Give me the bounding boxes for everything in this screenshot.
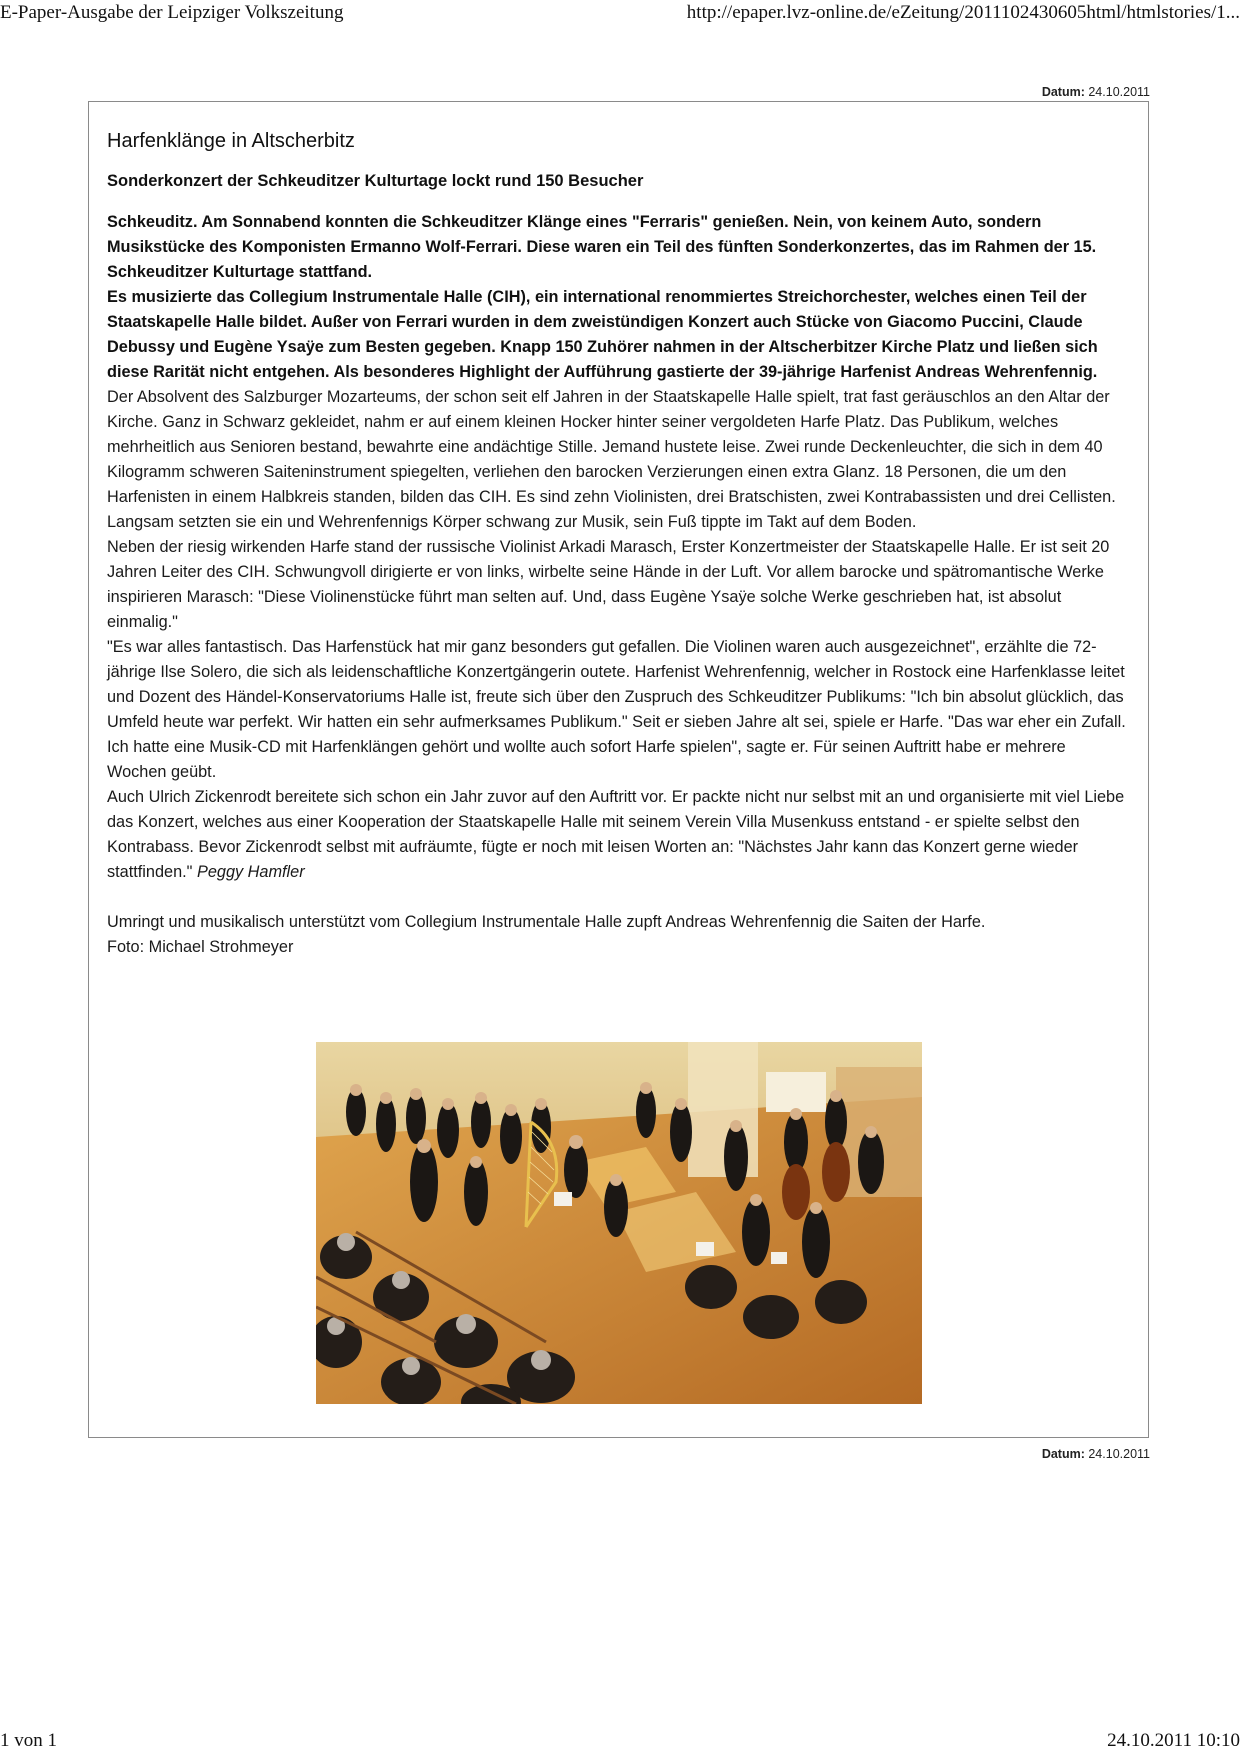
concert-photo-illustration	[316, 1042, 922, 1404]
article-author: Peggy Hamfler	[196, 863, 305, 881]
datum-top	[1042, 85, 1150, 99]
body-paragraph: Neben der riesig wirkenden Harfe stand der russische Violinist Arkadi Marasch, Erster Konzertmeister der Staatskapelle Halle. Er ist seit 20 Jahren Leiter des CIH. Schwungvoll dirigierte er von links, wirbelte seine Hände in der Luft. Vor allem barocke und spätromantische Werke inspirieren Marasch: "Diese Violinenstücke führt man selten auf. Und, dass Eugène Ysaÿe solche Werke geschrieben hat, ist absolut einmalig."	[107, 538, 1110, 631]
body-paragraph-text: Auch Ulrich Zickenrodt bereitete sich schon ein Jahr zuvor auf den Auftritt vor. Er packte nicht nur selbst mit an und organisierte mit viel Liebe das Konzert, welches aus einer Kooperation der Staatskapelle Halle mit seinem Verein Villa Musenkuss entstand - er spielte selbst den Kontrabass. Bevor Zickenrodt selbst mit aufräumte, fügte er noch mit leisen Worten an: "Nächstes Jahr kann das Konzert gerne wieder stattfinden."	[107, 788, 1125, 881]
body-paragraph: "Es war alles fantastisch. Das Harfenstück hat mir ganz besonders gut gefallen. Die Violinen waren auch ausgezeichnet", erzählte die 72-jährige Ilse Solero, die sich als leidenschaftliche Konzertgängerin outete. Harfenist Wehrenfennig, welcher in Rostock eine Harfenklasse leitet und Dozent des Händel-Konservatoriums Halle ist, freute sich über den Zuspruch des Schkeuditzer Publikums: "Ich bin absolut glücklich, das Umfeld heute war perfekt. Wir hatten ein sehr aufmerksames Publikum." Seit er sieben Jahre alt sei, spiele er Harfe. "Das war eher ein Zufall. Ich hatte eine Musik-CD mit Harfenklängen gehört und wollte auch sofort Harfe spielen", sagte er. Für seinen Auftritt habe er mehrere Wochen geübt.	[107, 638, 1126, 781]
print-footer-datetime: 24.10.2011 10:10	[1107, 1730, 1240, 1751]
caption-text: Umringt und musikalisch unterstützt vom Collegium Instrumentale Halle zupft Andreas Wehrenfennig die Saiten der Harfe.	[107, 913, 986, 931]
datum-value: 24.10.2011	[1088, 85, 1150, 99]
article-body	[107, 385, 1127, 885]
article-box	[88, 101, 1149, 1438]
article-title: Harfenklänge in Altscherbitz	[107, 130, 355, 152]
photo-caption	[107, 910, 1127, 960]
datum-label: Datum:	[1041, 1447, 1085, 1461]
datum-label: Datum:	[1041, 85, 1085, 99]
article-lead	[107, 210, 1127, 385]
print-header-url: http://epaper.lvz-online.de/eZeitung/2011102430605html/htmlstories/1...	[686, 2, 1240, 23]
concert-photo	[316, 1042, 922, 1404]
body-paragraph-last	[107, 785, 1127, 885]
print-footer-page: 1 von 1	[0, 1730, 57, 1751]
article-subtitle: Sonderkonzert der Schkeuditzer Kulturtage lockt rund 150 Besucher	[107, 172, 644, 190]
datum-value: 24.10.2011	[1088, 1447, 1150, 1461]
print-header-title: E-Paper-Ausgabe der Leipziger Volkszeitung	[0, 2, 344, 23]
article-content	[107, 112, 1127, 960]
lead-paragraph: Schkeuditz. Am Sonnabend konnten die Schkeuditzer Klänge eines "Ferraris" genießen. Nein, von keinem Auto, sondern Musikstücke des Komponisten Ermanno Wolf-Ferrari. Diese waren ein Teil des fünften Sonderkonzertes, das im Rahmen der 15. Schkeuditzer Kulturtage stattfand.	[107, 213, 1097, 281]
datum-bottom	[1042, 1447, 1150, 1461]
body-paragraph: Der Absolvent des Salzburger Mozarteums, der schon seit elf Jahren in der Staatskapelle Halle spielt, trat fast geräuschlos an den Altar der Kirche. Ganz in Schwarz gekleidet, nahm er auf einem kleinen Hocker hinter seiner vergoldeten Harfe Platz. Das Publikum, welches mehrheitlich aus Senioren bestand, bewahrte eine andächtige Stille. Jemand hustete leise. Zwei runde Deckenleuchter, die sich in dem 40 Kilogramm schweren Saiteninstrument spiegelten, verliehen den barocken Verzierungen einen extra Glanz. 18 Personen, die um den Harfenisten in einem Halbkreis standen, bilden das CIH. Es sind zehn Violinisten, drei Bratschisten, zwei Kontrabassisten und drei Cellisten. Langsam setzten sie ein und Wehrenfennigs Körper schwang zur Musik, sein Fuß tippte im Takt auf dem Boden.	[107, 388, 1116, 531]
photo-credit: Foto: Michael Strohmeyer	[107, 938, 294, 956]
lead-paragraph: Es musizierte das Collegium Instrumentale Halle (CIH), ein international renommiertes Streichorchester, welches einen Teil der Staatskapelle Halle bildet. Außer von Ferrari wurden in dem zweistündigen Konzert auch Stücke von Giacomo Puccini, Claude Debussy und Eugène Ysaÿe zum Besten gegeben. Knapp 150 Zuhörer nahmen in der Altscherbitzer Kirche Platz und ließen sich diese Rarität nicht entgehen. Als besonderes Highlight der Aufführung gastierte der 39-jährige Harfenist Andreas Wehrenfennig.	[107, 288, 1098, 381]
